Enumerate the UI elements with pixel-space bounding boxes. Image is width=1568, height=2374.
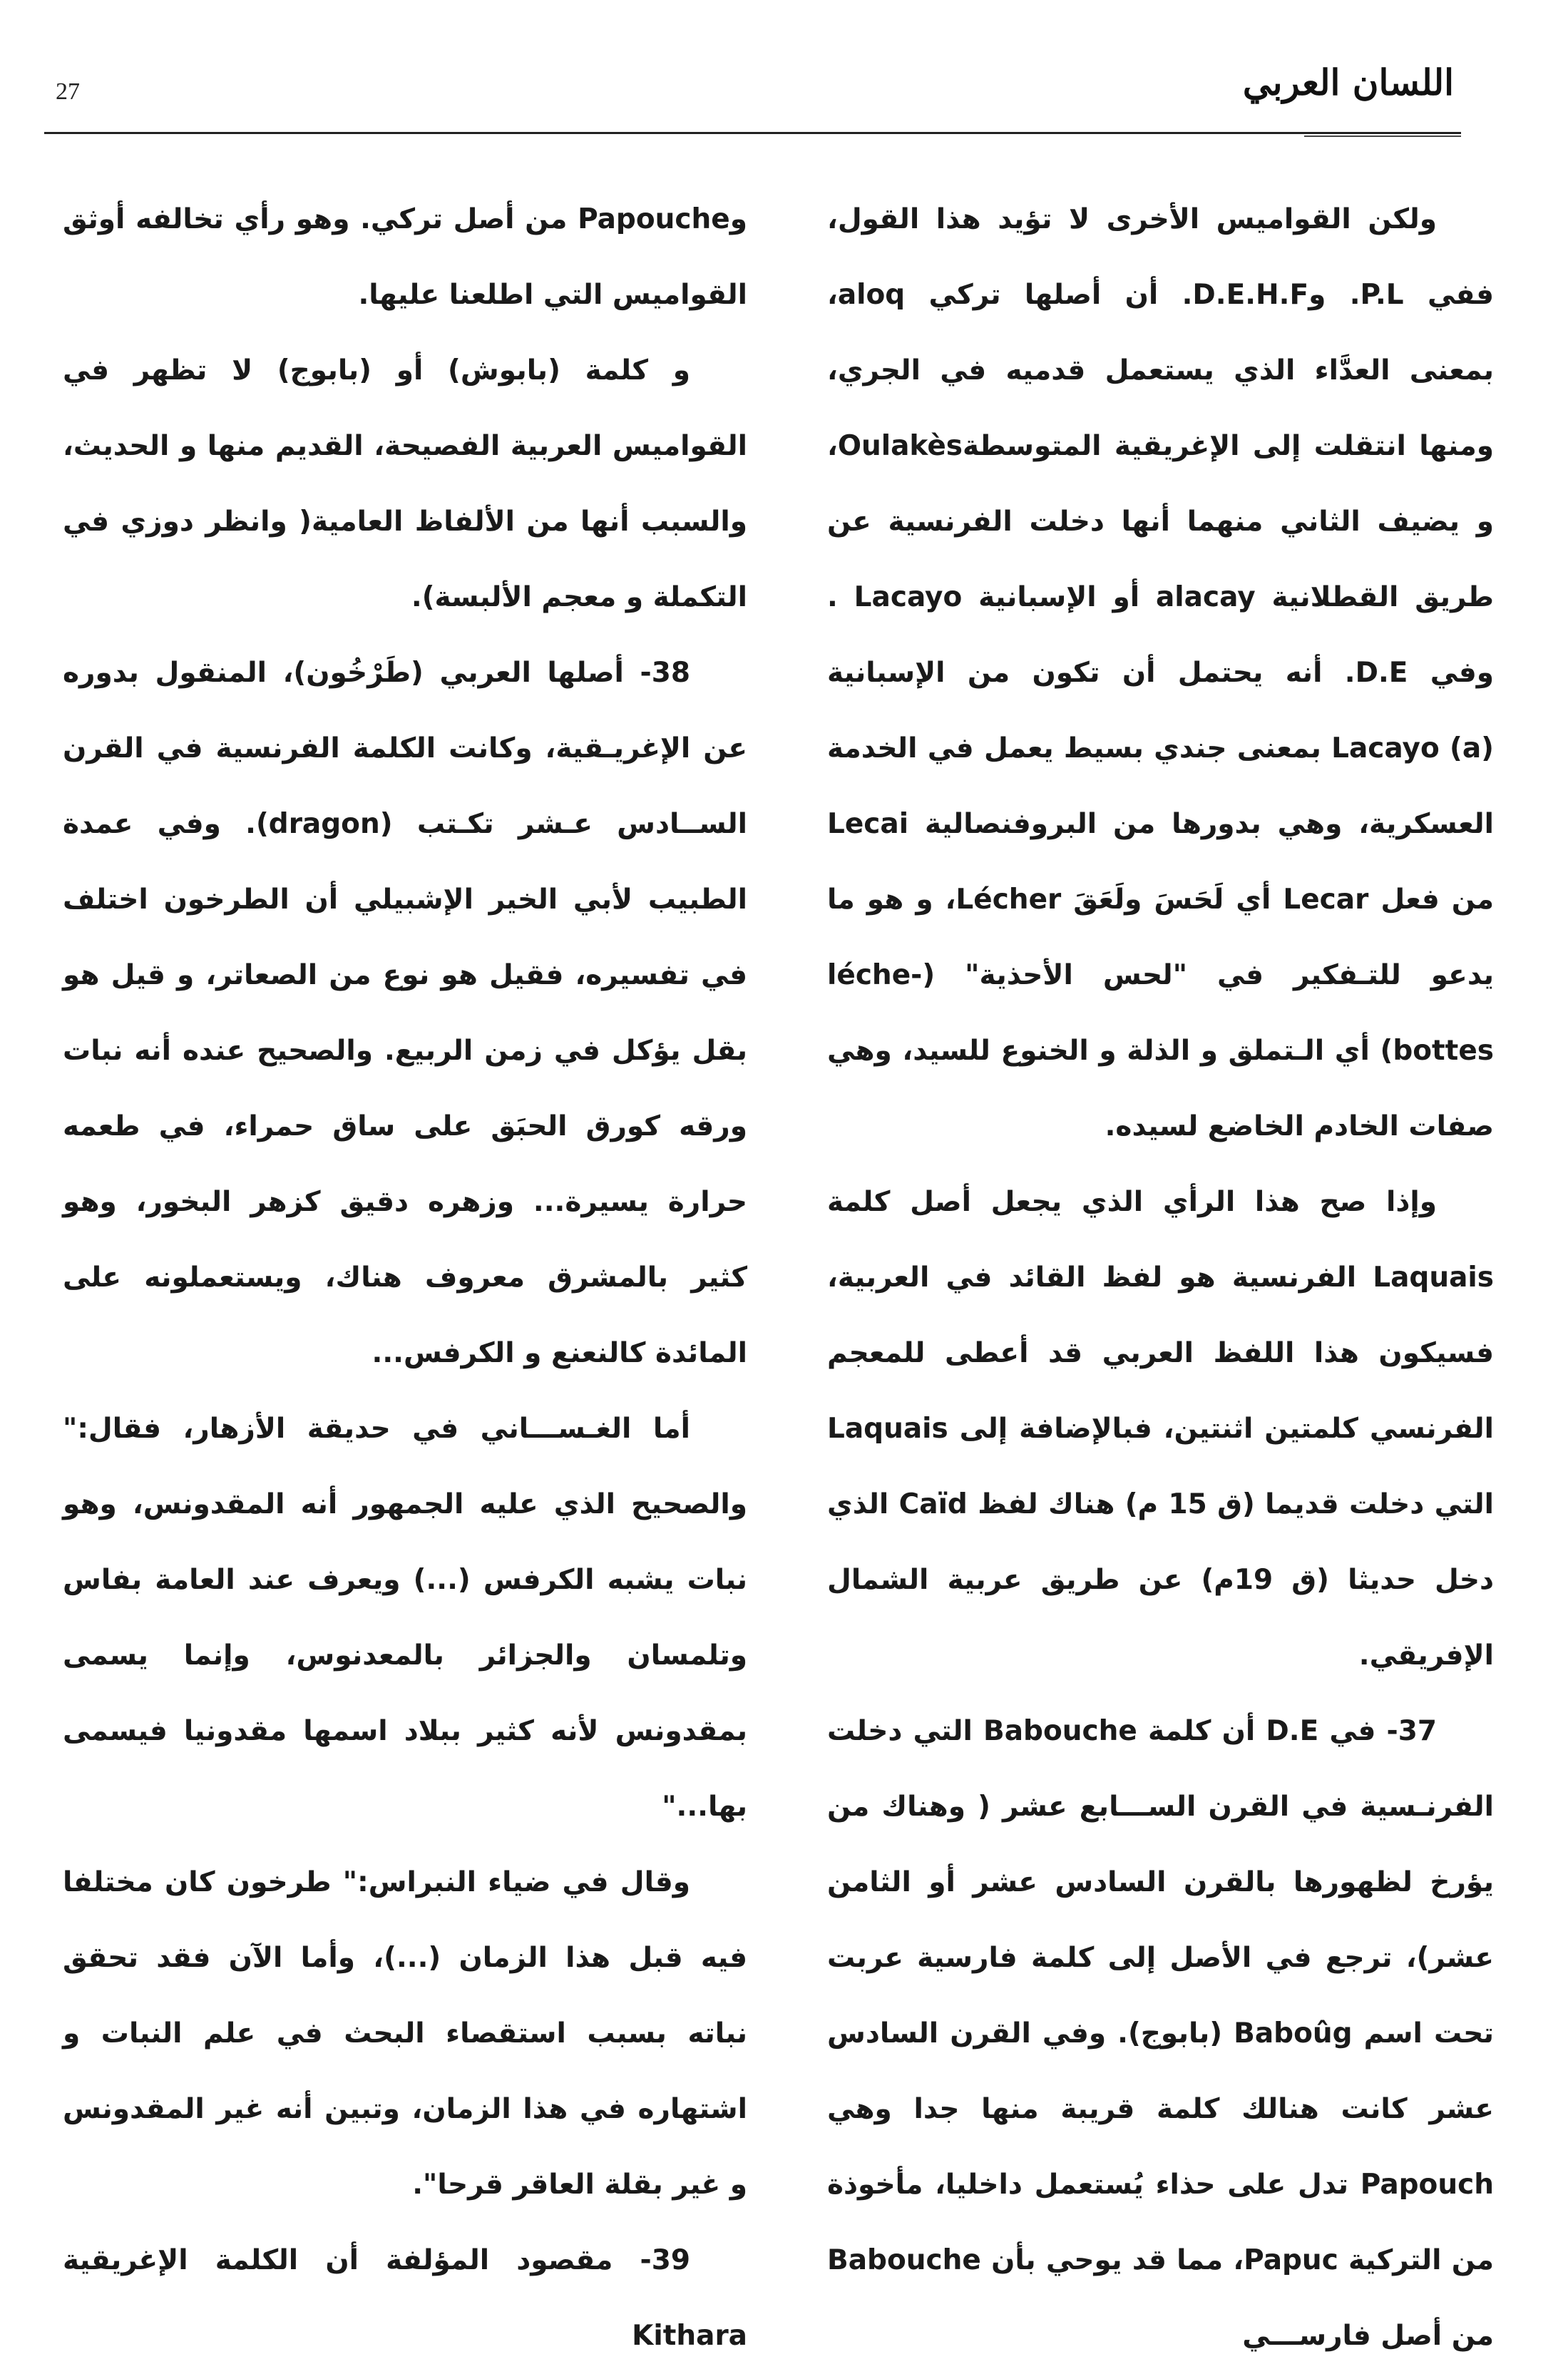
paragraph: أما الغـســـاني في حديقة الأزهار، فقال:" والصحيح الذي عليه الجمهور أنه المقدونس، وهو نبات يشبه الكرفس (...) ويعرف عند العامة بفاس وتلمسان والجزائر بالمعدنوس، وإنما يسمى بمقدونس لأنه كثير ببلاد اسمها مقدونيا فيسمى بها..."	[63, 1413, 747, 1823]
paragraph: وPapouche من أصل تركي. وهو رأي تخالفه أوثق القواميس التي اطلعنا عليها.	[63, 203, 747, 311]
paragraph: و كلمة (بابوش) أو (بابوج) لا تظهر في القواميس العربية الفصيحة، القديم منها و الحديث، والسبب أنها من الألفاظ العامية( وانظر دوزي في التكملة و معجم الألبسة).	[63, 354, 747, 613]
paragraph: 38- أصلها العربي (طَرْخُون)، المنقول بدوره عن الإغريـقية، وكانت الكلمة الفرنسية في القرن الســادس عـشر تكـتب (dragon). وفي عمدة الطبيب لأبي الخير الإشبيلي أن الطرخون اختلف في تفسيره، فقيل هو نوع من الصعاتر، و قيل هو بقل يؤكل في زمن الربيع. والصحيح عنده أنه نبات ورقه كورق الحبَق على ساق حمراء، في طعمه حرارة يسيرة... وزهره دقيق كزهر البخور، وهو كثير بالمشرق معروف هناك، ويستعملونه على المائدة كالنعنع و الكرفس...	[63, 657, 747, 1369]
page-number: 27	[56, 78, 80, 105]
paragraph: 37- في D.E أن كلمة Babouche التي دخلت الفرنـسية في القرن الســـابع عشر ( وهناك من يؤرخ لظهورها بالقرن السادس عشر أو الثامن عشر)، ترجع في الأصل إلى كلمة فارسية عربت تحت اسم Baboûg (بابوج). وفي القرن السادس عشر كانت هنالك كلمة قريبة منها جدا وهي Papouch تدل على حذاء يُستعمل داخليا، مأخوذة من التركية Papuc، مما قد يوحي بأن Babouche من أصل فارســـي	[827, 1715, 1494, 2352]
journal-logo: اللسان العربي	[1242, 61, 1454, 103]
header-rule	[44, 132, 1461, 134]
right-column	[827, 182, 1494, 2374]
left-column	[63, 182, 747, 2374]
paragraph: ولكن القواميس الأخرى لا تؤيد هذا القول، ففي P.L. وD.E.H.F. أن أصلها تركي aloq، بمعنى العدَّاء الذي يستعمل قدميه في الجري، ومنها انتقلت إلى الإغريقية المتوسطةOulakès، و يضيف الثاني منهما أنها دخلت الفرنسية عن طريق القطلانية alacay أو الإسبانية Lacayo . وفي D.E. أنه يحتمل أن تكون من الإسبانية Lacayo (a) بمعنى جندي بسيط يعمل في الخدمة العسكرية، وهي بدورها من البروفنصالية Lecai من فعل Lecar أي لَحَسَ ولَعَقَ Lécher، و هو ما يدعو للتـفكير في "لحس الأحذية" (léche-bottes) أي الـتملق و الذلة و الخنوع للسيد، وهي صفات الخادم الخاضع لسيده.	[827, 203, 1495, 1142]
paragraph: وإذا صح هذا الرأي الذي يجعل أصل كلمة Laquais الفرنسية هو لفظ القائد في العربية، فسيكون هذا اللفظ العربي قد أعطى للمعجم الفرنسي كلمتين اثنتين، فبالإضافة إلى Laquais التي دخلت قديما (ق 15 م) هناك لفظ Caïd الذي دخل حديثا (ق 19م) عن طريق عربية الشمال الإفريقي.	[827, 1186, 1494, 1672]
paragraph: وقال في ضياء النبراس:" طرخون كان مختلفا فيه قبل هذا الزمان (...)، وأما الآن فقد تحقق نباته بسبب استقصاء البحث في علم النبات و اشتهاره في هذا الزمان، وتبين أنه غير المقدونس و غير بقلة العاقر قرحا".	[63, 1866, 747, 2201]
paragraph: 39- مقصود المؤلفة أن الكلمة الإغريقية Kithara	[63, 2244, 747, 2352]
